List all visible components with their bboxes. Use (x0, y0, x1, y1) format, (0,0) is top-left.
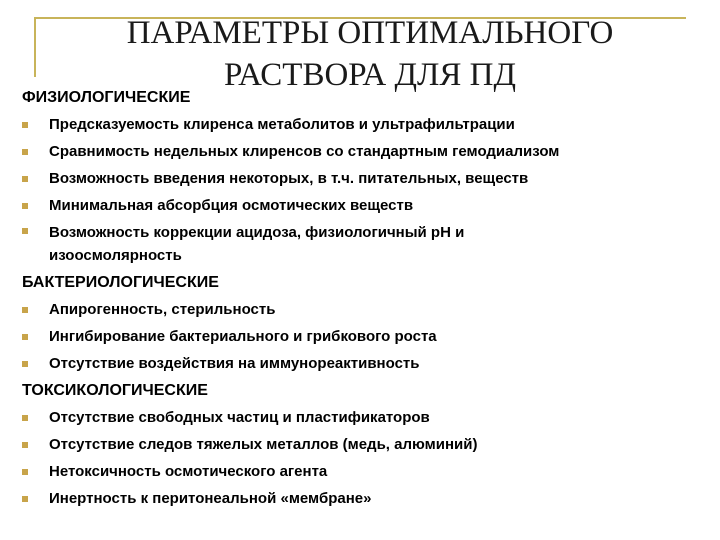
square-bullet-icon (22, 307, 28, 313)
list-item: Апирогенность, стерильность (22, 296, 702, 323)
square-bullet-icon (22, 469, 28, 475)
list-item: Ингибирование бактериального и грибкового роста (22, 323, 702, 350)
list-item: Отсутствие воздействия на иммунореактивность (22, 350, 702, 377)
list-item: Минимальная абсорбция осмотических веществ (22, 192, 702, 219)
square-bullet-icon (22, 149, 28, 155)
square-bullet-icon (22, 496, 28, 502)
slide-title-line-1: ПАРАМЕТРЫ ОПТИМАЛЬНОГО (126, 15, 614, 51)
section-heading-toxicological: ТОКСИКОЛОГИЧЕСКИЕ (22, 382, 208, 399)
title-frame-left-line (34, 17, 36, 77)
square-bullet-icon (22, 176, 28, 182)
square-bullet-icon (22, 442, 28, 448)
list-item: Инертность к перитонеальной «мембране» (22, 485, 702, 512)
square-bullet-icon (22, 203, 28, 209)
list-item: Возможность введения некоторых, в т.ч. питательных, веществ (22, 165, 702, 192)
list-item: Предсказуемость клиренса метаболитов и ультрафильтрации (22, 111, 702, 138)
section-heading-physiological: ФИЗИОЛОГИЧЕСКИЕ (22, 89, 191, 106)
list-item: Возможность коррекции ацидоза, физиологичный рН и изоосмолярность (22, 219, 569, 269)
slide-title-line-2: РАСТВОРА ДЛЯ ПД (223, 57, 517, 93)
list-item: Сравнимость недельных клиренсов со стандартным гемодиализом (22, 138, 702, 165)
list-item: Нетоксичность осмотического агента (22, 458, 702, 485)
square-bullet-icon (22, 228, 28, 234)
square-bullet-icon (22, 334, 28, 340)
slide-content (22, 84, 702, 512)
square-bullet-icon (22, 361, 28, 367)
section-heading-bacteriological: БАКТЕРИОЛОГИЧЕСКИЕ (22, 274, 219, 291)
square-bullet-icon (22, 415, 28, 421)
list-item: Отсутствие свободных частиц и пластификаторов (22, 404, 702, 431)
square-bullet-icon (22, 122, 28, 128)
list-item: Отсутствие следов тяжелых металлов (медь, алюминий) (22, 431, 702, 458)
